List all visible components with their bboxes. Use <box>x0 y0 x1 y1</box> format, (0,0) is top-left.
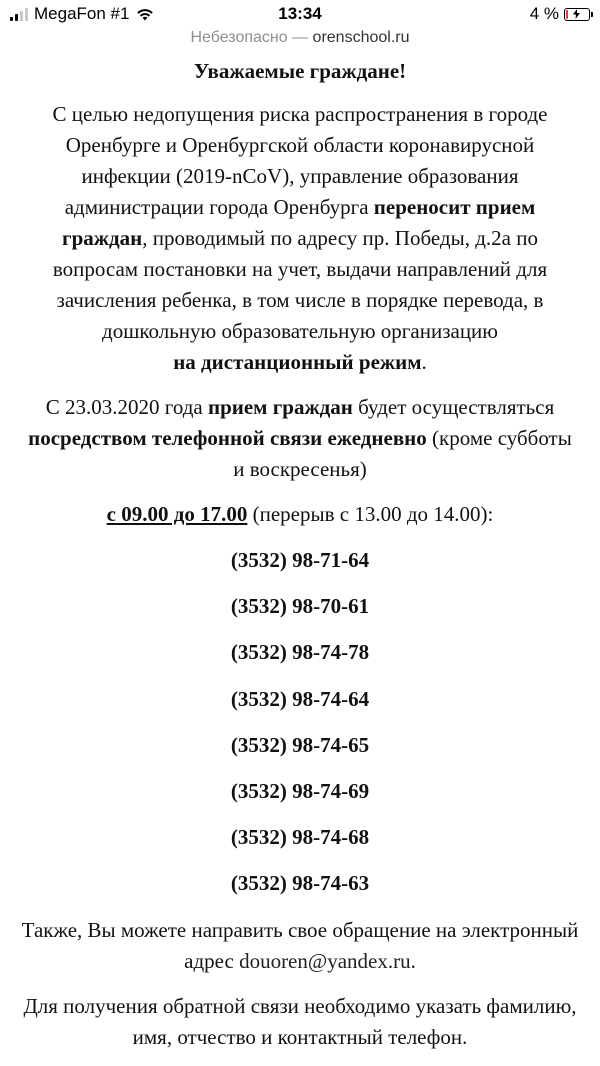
working-hours: с 09.00 до 17.00 (перерыв с 13.00 до 14.00): <box>106 502 494 526</box>
security-warning: Небезопасно — <box>190 29 309 46</box>
paragraph-feedback: Для получения обратной связи необходимо указать фамилию, имя, отчество и контактный телефон. <box>23 993 577 1049</box>
paragraph-schedule: С 23.03.2020 года прием граждан будет осуществляться посредством телефонной связи ежедневно (кроме субботы и воскресенья) <box>28 395 572 481</box>
paragraph-email: Также, Вы можете направить свое обращение на электронный адрес douoren@yandex.ru. <box>21 917 579 973</box>
address-bar[interactable] <box>0 26 600 52</box>
article <box>0 56 600 1066</box>
phone-number[interactable]: (3532) 98-74-78 <box>230 640 370 665</box>
domain-label: orenschool.ru <box>312 29 410 46</box>
phone-number[interactable]: (3532) 98-74-64 <box>230 686 370 711</box>
phone-list <box>20 545 580 915</box>
status-bar <box>0 0 600 26</box>
phone-number[interactable]: (3532) 98-74-63 <box>230 871 370 896</box>
battery-icon <box>564 8 590 21</box>
clock: 13:34 <box>278 4 322 23</box>
page-title: Уважаемые граждане! <box>193 59 407 83</box>
phone-number[interactable]: (3532) 98-74-65 <box>230 732 370 757</box>
charging-bolt-icon <box>572 9 581 19</box>
phone-number[interactable]: (3532) 98-70-61 <box>230 594 370 619</box>
carrier-name: MegaFon #1 <box>34 4 130 23</box>
phone-number[interactable]: (3532) 98-71-64 <box>230 548 370 572</box>
email-link[interactable]: douoren@yandex.ru <box>239 948 411 973</box>
battery-percentage: 4 % <box>529 4 559 23</box>
phone-number[interactable]: (3532) 98-74-69 <box>230 778 370 803</box>
phone-number[interactable]: (3532) 98-74-68 <box>230 825 370 850</box>
paragraph-announcement: С целью недопущения риска распространения в городе Оренбурге и Оренбургской области коронавирусной инфекции (2019-nCoV), управление образования администрации города Оренбурга переносит прием граждан, проводимый по адресу пр. Победы, д.2а по вопросам постановки на учет, выдачи направлений для зачисления ребенка, в том числе в порядке перевода, в дошкольную образовательную организацию на дистанционный режим. <box>52 102 548 374</box>
